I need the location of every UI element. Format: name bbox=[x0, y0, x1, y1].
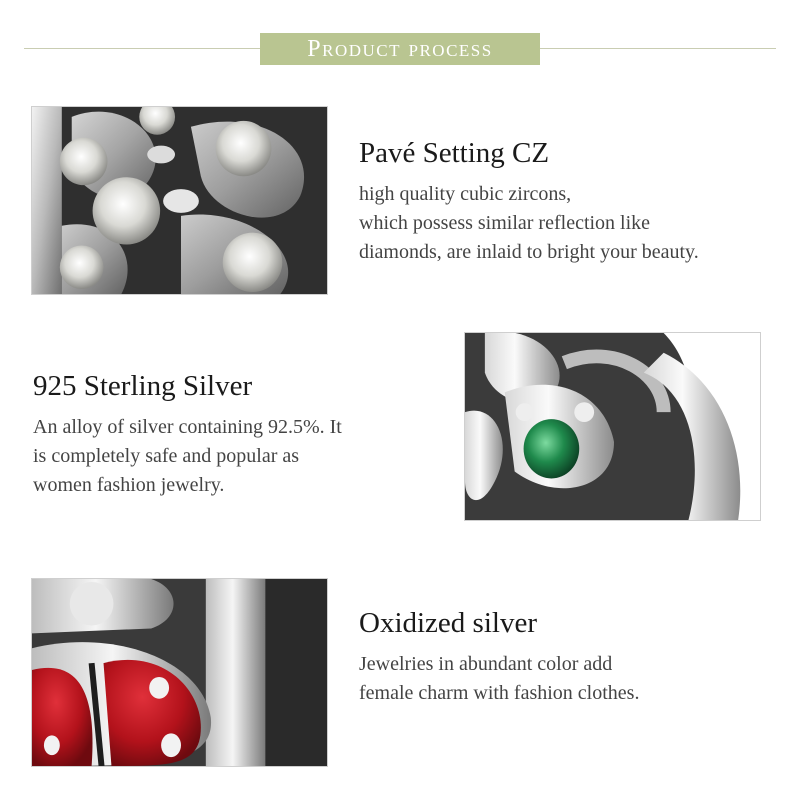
feature-sterling-silver bbox=[33, 369, 342, 500]
feature-description-line: which possess similar reflection like bbox=[359, 212, 651, 234]
feature-description-line: women fashion jewelry. bbox=[33, 474, 225, 496]
feature-description bbox=[359, 650, 639, 708]
feature-description bbox=[33, 413, 342, 500]
feature-description bbox=[359, 180, 699, 267]
section-header bbox=[260, 33, 540, 65]
feature-title: Oxidized silver bbox=[359, 607, 537, 639]
product-photo-oxidized-silver bbox=[31, 578, 328, 767]
feature-oxidized-silver bbox=[359, 606, 639, 708]
feature-description-line: high quality cubic zircons, bbox=[359, 183, 572, 205]
header-divider-left bbox=[24, 48, 260, 49]
ladybug-charm-image bbox=[32, 579, 327, 766]
feature-description-line: diamonds, are inlaid to bright your beauty. bbox=[359, 241, 699, 263]
header-divider-right bbox=[540, 48, 776, 49]
feature-title: 925 Sterling Silver bbox=[33, 370, 253, 402]
feature-description-line: Jewelries in abundant color add bbox=[359, 653, 613, 675]
feature-description-line: An alloy of silver containing 92.5%. It bbox=[33, 416, 342, 438]
feature-title: Pavé Setting CZ bbox=[359, 137, 550, 169]
feature-description-line: female charm with fashion clothes. bbox=[359, 682, 640, 704]
green-stone-charm-image bbox=[465, 333, 760, 520]
feature-description-line: is completely safe and popular as bbox=[33, 445, 300, 467]
product-photo-sterling-silver bbox=[464, 332, 761, 521]
product-photo-pave-cz bbox=[31, 106, 328, 295]
flower-charm-image bbox=[32, 107, 327, 294]
section-header-title: Product process bbox=[307, 35, 493, 62]
feature-pave-setting bbox=[359, 136, 699, 267]
